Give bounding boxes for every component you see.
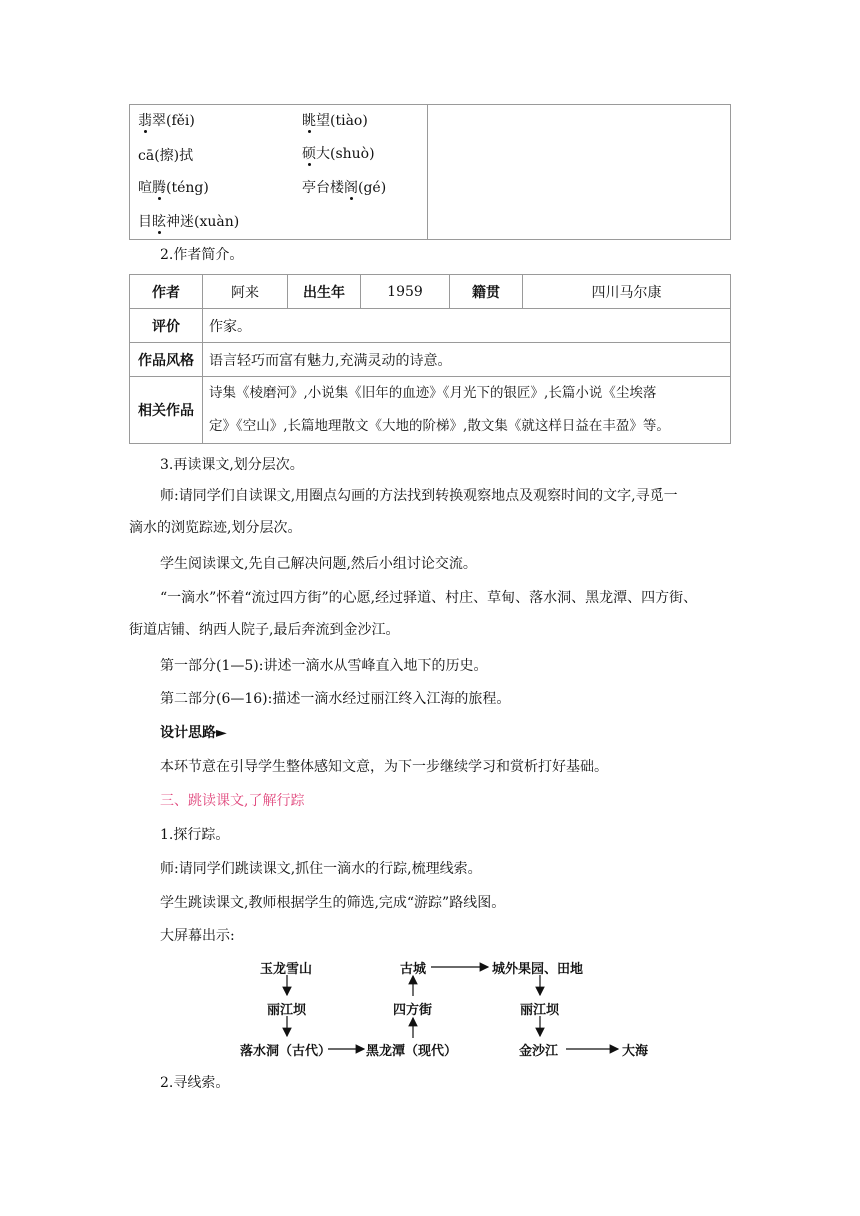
- section-author-intro: 2.作者简介。: [160, 247, 244, 263]
- paragraph: 大屏幕出示:: [160, 928, 235, 944]
- paragraph: 本环节意在引导学生整体感知文意，为下一步继续学习和赏析打好基础。: [160, 759, 608, 775]
- paragraph: 2.寻线索。: [160, 1075, 230, 1091]
- paragraph: 学生阅读课文,先自己解决问题,然后小组讨论交流。: [160, 556, 477, 572]
- pinyin-item: 眺望(tiào): [302, 113, 368, 129]
- works-value: [203, 377, 731, 444]
- paragraph: 学生跳读课文,教师根据学生的筛选,完成“游踪”路线图。: [160, 895, 506, 911]
- paragraph: 师:请同学们跳读课文,抓住一滴水的行踪,梳理线索。: [160, 861, 482, 877]
- style-label: 作品风格: [130, 343, 203, 377]
- route-node: 落水洞（古代）: [240, 1044, 332, 1059]
- pinyin-item: 喧腾(téng): [138, 180, 209, 196]
- design-idea-heading: 设计思路►: [160, 725, 227, 741]
- paragraph: 滴水的浏览踪迹,划分层次。: [129, 520, 302, 536]
- route-node: 丽江坝: [267, 1003, 307, 1018]
- route-node: 大海: [622, 1044, 649, 1059]
- paragraph: 师:请同学们自读课文,用圈点勾画的方法找到转换观察地点及观察时间的文字,寻觅一: [160, 488, 678, 504]
- pinyin-empty-cell: [427, 105, 731, 240]
- route-node: 城外果园、田地: [492, 962, 584, 977]
- eval-value: 作家。: [203, 309, 731, 343]
- paragraph: “一滴水”怀着“流过四方街”的心愿,经过驿道、村庄、草甸、落水洞、黑龙潭、四方街、: [160, 590, 698, 606]
- route-node: 玉龙雪山: [260, 962, 313, 977]
- author-table: [129, 274, 731, 444]
- works-label: 相关作品: [130, 377, 203, 444]
- eval-label: 评价: [130, 309, 203, 343]
- paragraph: 第二部分(6—16):描述一滴水经过丽江终入江海的旅程。: [160, 691, 511, 707]
- paragraph: 街道店铺、纳西人院子,最后奔流到金沙江。: [129, 622, 400, 638]
- pinyin-item: cā(擦)拭: [138, 148, 194, 164]
- style-value: 语言轻巧而富有魅力,充满灵动的诗意。: [203, 343, 731, 377]
- works-line: 定》《空山》,长篇地理散文《大地的阶梯》,散文集《就这样日益在丰盈》等。: [209, 418, 670, 434]
- route-node: 金沙江: [519, 1044, 559, 1059]
- pinyin-table: [129, 104, 731, 240]
- works-line: 诗集《棱磨河》,小说集《旧年的血迹》《月光下的银匠》,长篇小说《尘埃落: [209, 385, 657, 401]
- paragraph: 3.再读课文,划分层次。: [160, 457, 304, 473]
- birth-label: 出生年: [288, 275, 361, 309]
- author-label: 作者: [130, 275, 203, 309]
- section-heading: 三、跳读课文,了解行踪: [160, 793, 305, 809]
- route-node: 古城: [400, 962, 427, 977]
- birth-value: 1959: [361, 275, 450, 309]
- route-node: 丽江坝: [520, 1003, 560, 1018]
- pinyin-item: 目眩神迷(xuàn): [138, 214, 240, 230]
- pinyin-item: 亭台楼阁(gé): [302, 180, 387, 196]
- pinyin-item: 硕大(shuò): [302, 146, 375, 162]
- paragraph: 1.探行踪。: [160, 827, 230, 843]
- native-label: 籍贯: [450, 275, 523, 309]
- author-value: 阿来: [203, 275, 288, 309]
- paragraph: 第一部分(1—5):讲述一滴水从雪峰直入地下的历史。: [160, 658, 488, 674]
- route-node: 四方街: [393, 1003, 433, 1018]
- route-node: 黑龙潭（现代）: [366, 1044, 458, 1059]
- native-value: 四川马尔康: [523, 275, 731, 309]
- pinyin-item: 翡翠(fěi): [138, 113, 195, 129]
